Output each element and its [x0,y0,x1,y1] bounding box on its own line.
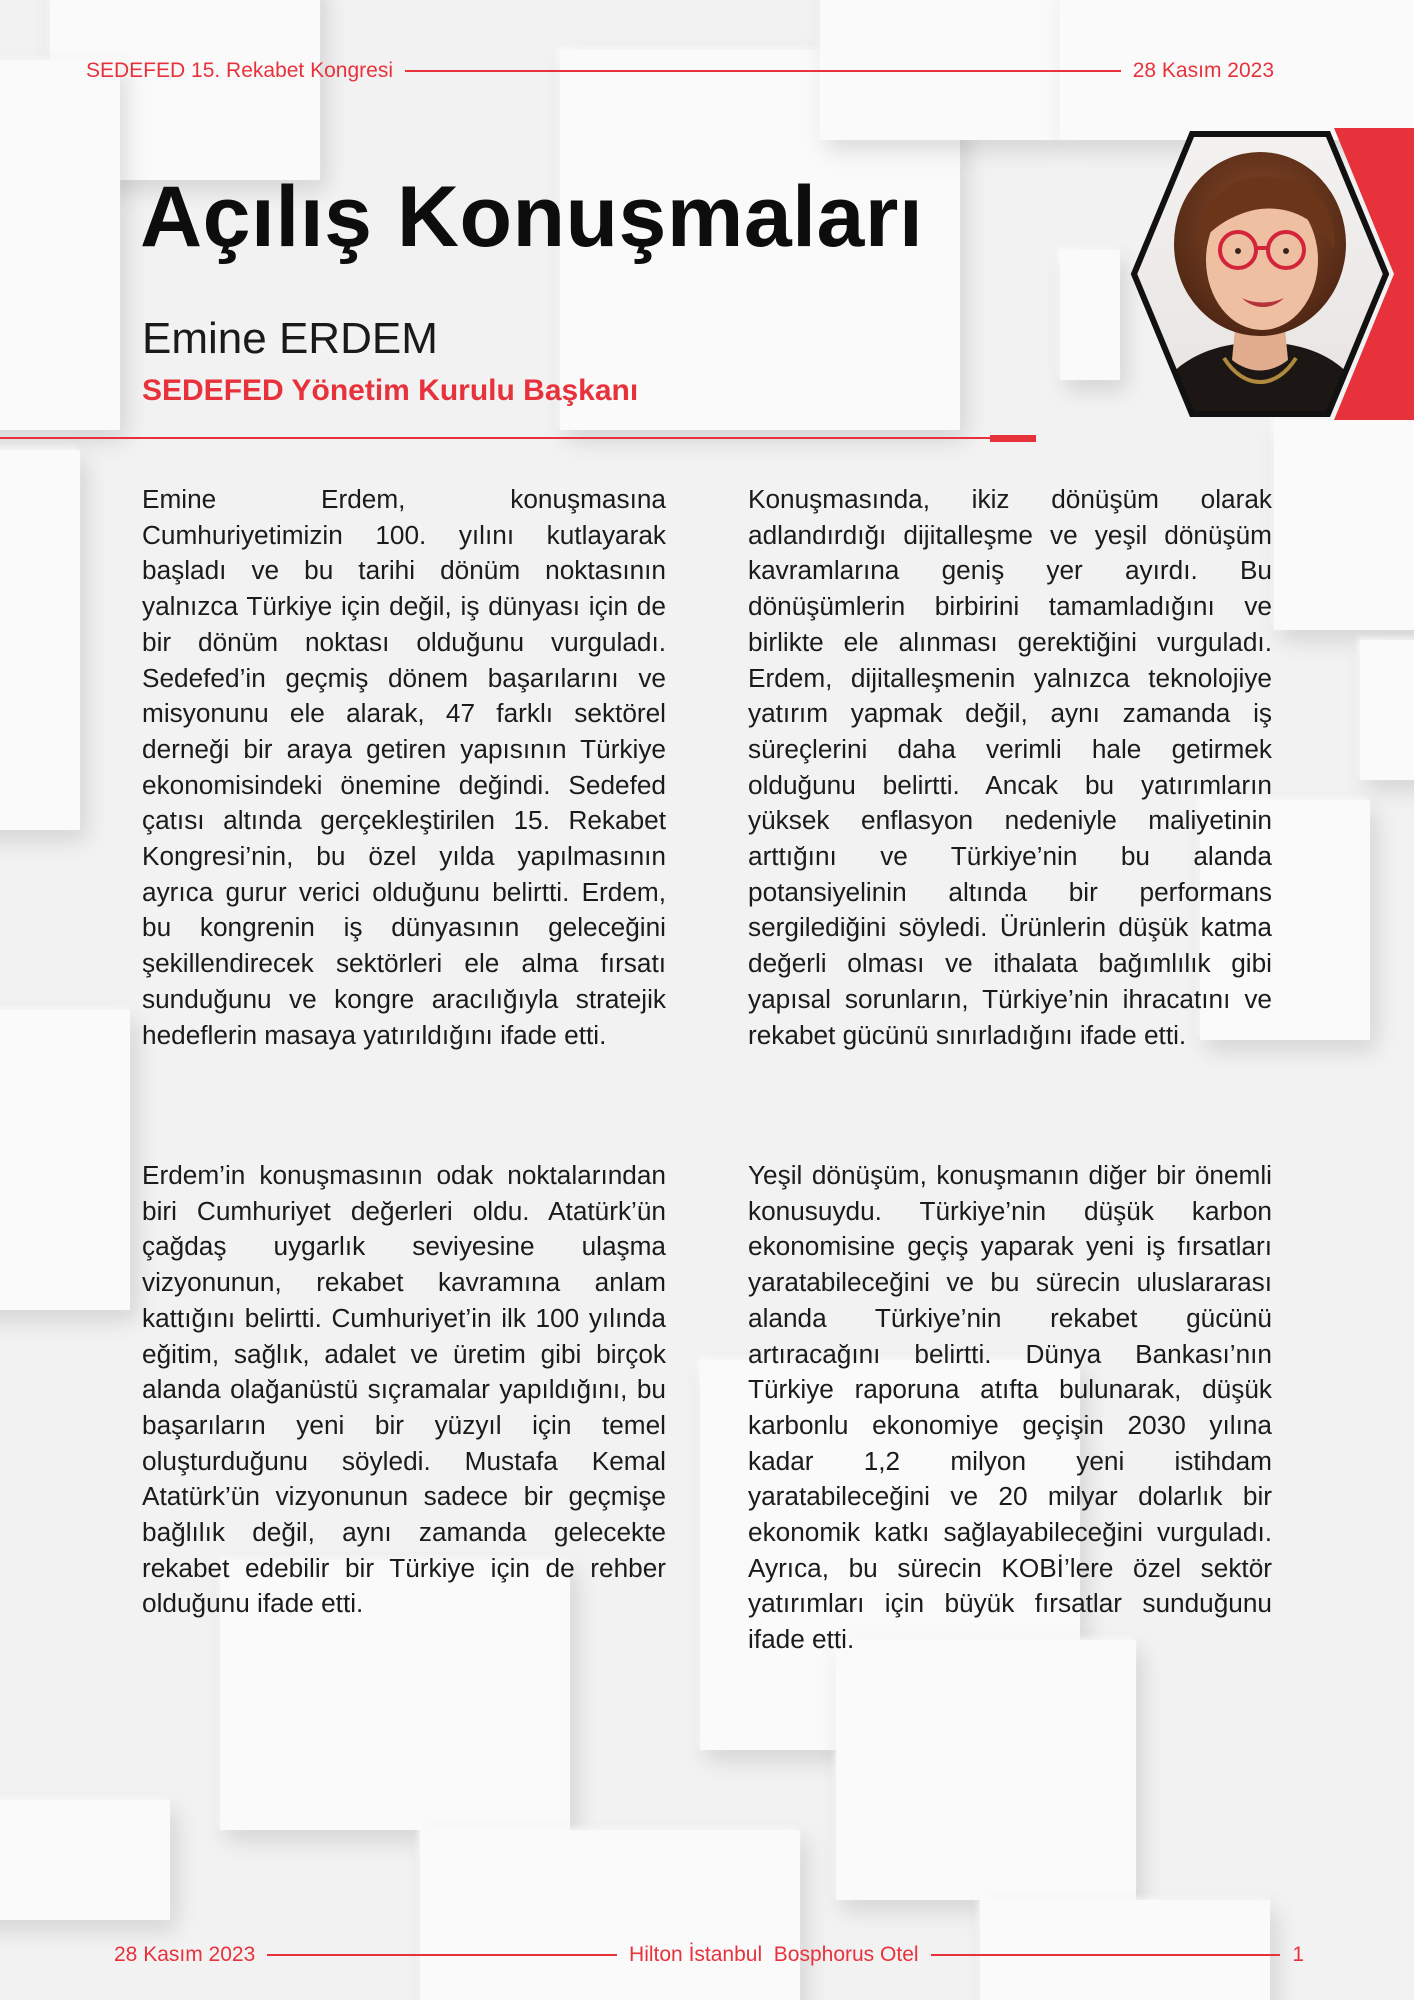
bg-tile [0,60,120,430]
footer-bar [114,1940,1304,1970]
bg-tile [0,1800,170,1920]
speaker-portrait [1104,128,1414,420]
bg-tile [0,1010,130,1310]
paragraph-right-1: Konuşmasında, ikiz dönüşüm olarak adlandırdığı dijitalleşme ve yeşil dönüşüm kavramlarına geniş yer ayırdı. Bu dönüşümlerin birbirini tamamladığını ve birlikte ele alınması gerektiğini vurguladı. Erdem, dijitalleşmenin yalnızca teknolojiye yatırım yapmak değil, aynı zamanda iş süreçlerini daha verimli hale getirmek olduğunu belirtti. Ancak bu yatırımların yüksek enflasyon nedeniyle maliyetinin arttığını ve Türkiye’nin bu alanda potansiyelinin altında bir performans sergilediğini söyledi. Ürünlerin düşük katma değerli olması ve ithalata bağımlılık gibi yapısal sorunların, Türkiye’nin ihracatını ve rekabet gücünü sınırladığını ifade etti. [748,484,1272,1050]
page-number: 1 [1292,1943,1305,1966]
bg-tile [0,450,80,830]
bg-tile [1274,420,1414,630]
footer-divider-left [267,1954,617,1956]
bg-tile [420,1830,800,2000]
paragraph-right-2: Yeşil dönüşüm, konuşmanın diğer bir önemli konusuydu. Türkiye’nin düşük karbon ekonomisine geçiş yaparak yeni iş fırsatları yaratabileceğini ve bu sürecin uluslararası alanda Türkiye’nin rekabet gücünü artıracağını belirtti. Dünya Bankası’nın Türkiye raporuna atıfta bulunarak, düşük karbonlu ekonomiye geçişin 2030 yılına kadar 1,2 milyon yeni istihdam yaratabileceğini ve 20 milyar dolarlık bir ekonomik katkı sağlayabileceğini vurguladı. Ayrıca, bu sürecin KOBİ’lere özel sektör yatırımları için büyük fırsatlar sunduğunu ifade etti. [748,1160,1272,1655]
header-date: 28 Kasım 2023 [1132,59,1274,82]
paragraph-left-2: Erdem’in konuşmasının odak noktalarından biri Cumhuriyet değerleri oldu. Atatürk’ün çağdaş uygarlık seviyesine ulaşma vizyonunun, rekabet kavramına anlam kattığını belirtti. Cumhuriyet’in ilk 100 yılında eğitim, sağlık, adalet ve üretim gibi birçok alanda olağanüstü sıçramalar yapıldığını, bu başarıların yeni bir yüzyıl için temel oluşturduğunu söyledi. Mustafa Kemal Atatürk’ün vizyonunun sadece bir geçmişe bağlılık değil, aynı zamanda gelecekte rekabet edebilir bir Türkiye için de rehber olduğunu ifade etti. [142,1160,666,1619]
header-bar [86,56,1274,86]
header-divider-line [405,70,1121,72]
title-divider [0,437,1036,439]
speaker-role: SEDEFED Yönetim Kurulu Başkanı [142,374,639,407]
bg-tile [836,1640,1136,1900]
page-title: Açılış Konuşmaları [140,169,924,265]
title-divider-accent [990,435,1036,442]
footer-date: 28 Kasım 2023 [114,1943,256,1966]
bg-tile [1360,640,1414,780]
footer-divider-right [931,1954,1281,1956]
header-event-name: SEDEFED 15. Rekabet Kongresi [86,59,393,82]
footer-venue: Hilton İstanbul Bosphorus Otel [629,1943,919,1966]
speaker-name: Emine ERDEM [142,314,438,363]
paragraph-left-1: Emine Erdem, konuşmasına Cumhuriyetimizin 100. yılını kutlayarak başladı ve bu tarihi dönüm noktasının yalnızca Türkiye için değil, iş dünyası için de bir dönüm noktası olduğunu vurguladı. Sedefed’in geçmiş dönem başarılarını ve misyonunu ele alarak, 47 farklı sektörel derneği bir araya getiren yapısının Türkiye ekonomisindeki önemine değindi. Sedefed çatısı altında gerçekleştirilen 15. Rekabet Kongresi’nin, bu özel yılda yapılmasının ayrıca gurur verici olduğunu belirtti. Erdem, bu kongrenin iş dünyasının geleceğini şekillendirecek sektörleri ele alma fırsatı sunduğunu ve kongre aracılığıyla stratejik hedeflerin masaya yatırıldığını ifade etti. [142,484,666,1050]
